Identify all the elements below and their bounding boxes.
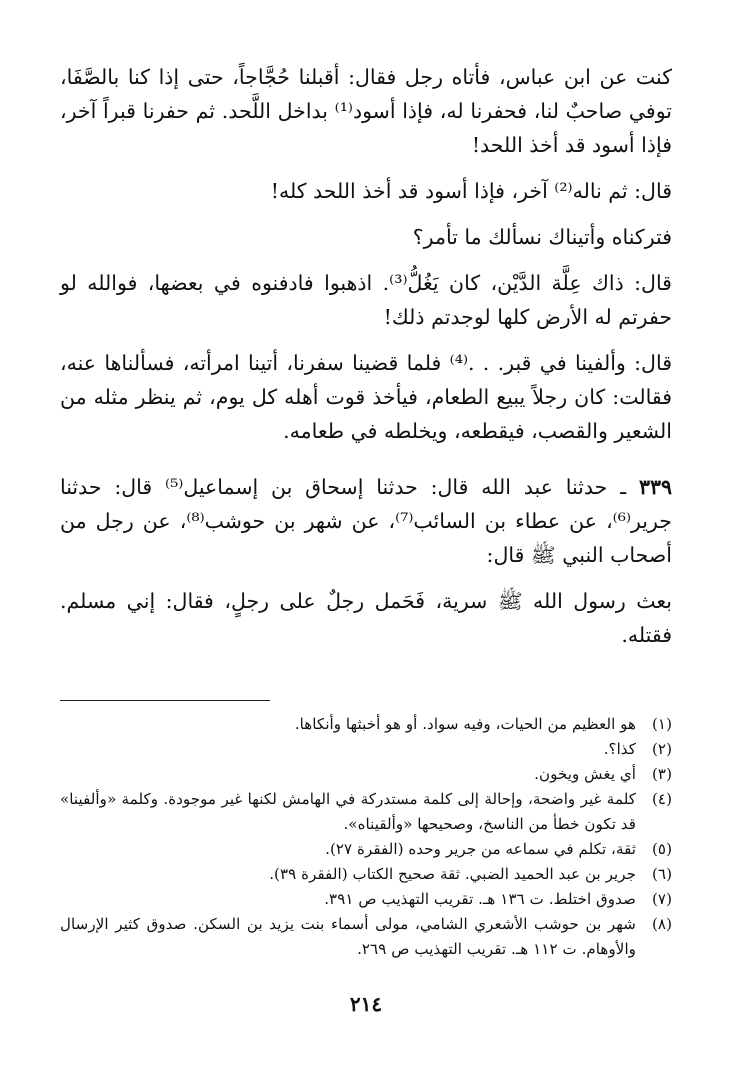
footnote-item [60,837,672,862]
footnote-number: (١) [651,715,672,733]
footnote-number: (٥) [651,840,672,858]
footnote-item [60,737,672,762]
hadith-number: ٣٣٩ [638,475,672,499]
footnote-text: شهر بن حوشب الأشعري الشامي، مولى أسماء بنت يزيد بن السكن. صدوق كثير الإرسال والأوهام. ت ١١٢ هـ. تقريب التهذيب ص ٢٦٩. [60,915,636,958]
footnote-text: ثقة، تكلم في سماعه من جرير وحده (الفقرة ٢٧). [325,840,636,858]
footnote-number: (٤) [651,790,672,808]
footnote-text: صدوق اختلط. ت ١٣٦ هـ. تقريب التهذيب ص ٣٩١. [324,890,636,908]
footnote-item [60,862,672,887]
footnote-number: (٦) [651,865,672,883]
paragraph-5: قال: وألفينا في قبر. . .⁽⁴⁾ فلما قضينا سفرنا، أتينا امرأته، فسألناها عنه، فقالت: كان رجلاً يبيع الطعام، فيأخذ قوت أهله كل يوم، ثم ينظر مثله من الشعير والقصب، فيقطعه، ويخلطه في طعامه. [60,351,672,443]
footnote-text: جرير بن عبد الحميد الضبي. ثقة صحيح الكتاب (الفقرة ٣٩). [269,865,636,883]
page-number: ٢١٤ [349,992,383,1016]
footnote-text: كذا؟. [603,740,636,758]
footnote-item [60,762,672,787]
paragraph-3: فتركناه وأتيناك نسألك ما تأمر؟ [412,225,672,249]
paragraph-2: قال: ثم ناله⁽²⁾ آخر، فإذا أسود قد أخذ اللحد كله! [270,179,672,203]
footnote-number: (٣) [651,765,672,783]
footnote-text: هو العظيم من الحيات، وفيه سواد. أو هو أخبثها وأنكاها. [294,715,636,733]
book-page [60,60,672,1060]
footnote-number: (٢) [651,740,672,758]
hadith-paragraph [60,470,672,572]
footnote-separator [60,700,270,701]
footnote-item [60,887,672,912]
footnote-text: كلمة غير واضحة، وإحالة إلى كلمة مستدركة في الهامش لكنها غير موجودة. وكلمة «وألفينا» قد تكون خطأ من الناسخ، وصحيحها «وألقيناه». [60,790,636,833]
footnote-number: (٧) [651,890,672,908]
paragraph-7: بعث رسول الله ﷺ سرية، فَحَمل رجلٌ على رجلٍ، فقال: إني مسلم. فقتله. [60,589,672,647]
footnotes [60,712,672,962]
footnote-item [60,787,672,837]
main-text [60,60,672,652]
footnote-item [60,912,672,962]
footnote-number: (٨) [651,915,672,933]
footnote-item [60,712,672,737]
hadith-isnad: ـ حدثنا عبد الله قال: حدثنا إسحاق بن إسماعيل⁽⁵⁾ قال: حدثنا جرير⁽⁶⁾، عن عطاء بن السائب⁽⁷⁾، عن شهر بن حوشب⁽⁸⁾، عن رجل من أصحاب النبي ﷺ قال: [60,475,672,567]
paragraph-4: قال: ذاك عِلَّة الدَّيْن، كان يَغُلُّ⁽³⁾. اذهبوا فادفنوه في بعضها، فوالله لو حفرتم له الأرض كلها لوجدتم ذلك! [60,271,672,329]
footnote-text: أي يغش ويخون. [534,765,636,783]
paragraph-1: كنت عن ابن عباس، فأتاه رجل فقال: أقبلنا حُجَّاجاً، حتى إذا كنا بالصَّفَا، توفي صاحبٌ لنا، فحفرنا له، فإذا أسود⁽¹⁾ بداخل اللَّحد. ثم حفرنا قبراً آخر، فإذا أسود قد أخذ اللحد! [60,65,672,157]
